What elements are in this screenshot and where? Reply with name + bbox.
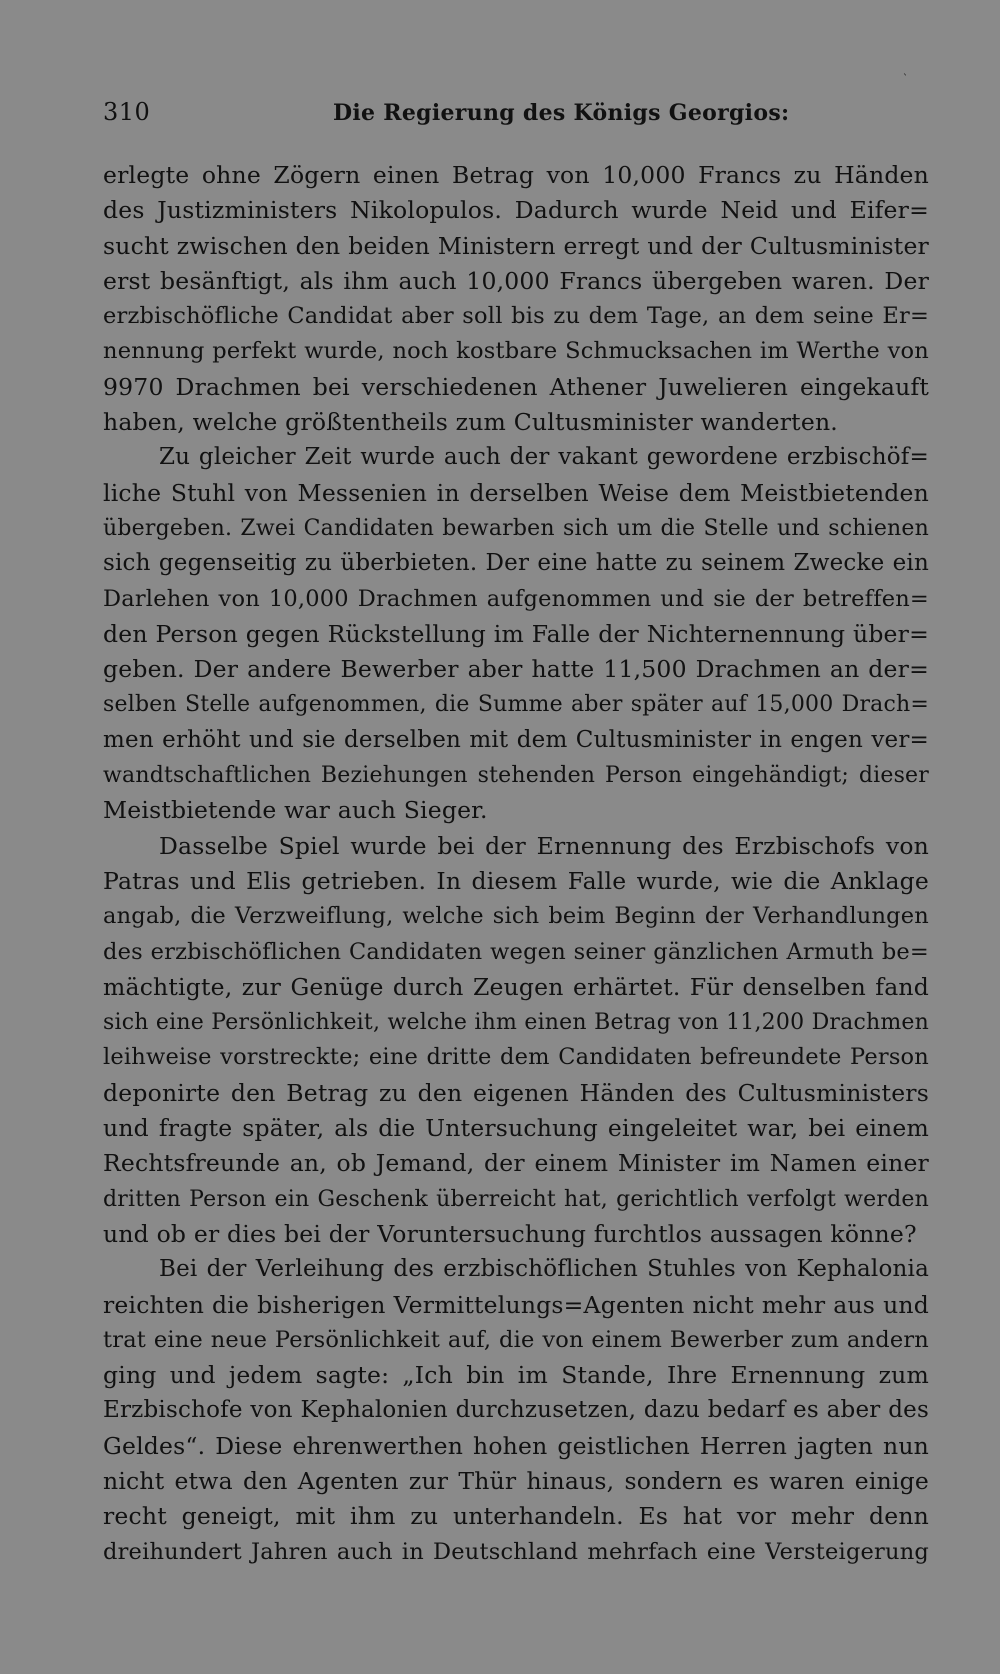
text-line: angab, die Verzweiflung, welche sich beim Beginn der Verhandlungen (103, 903, 929, 930)
text-line: Darlehen von 10,000 Drachmen aufgenommen und sie der betreffen= (103, 585, 929, 612)
text-line: und fragte später, als die Untersuchung eingeleitet war, bei einem (103, 1114, 929, 1143)
text-line: men erhöht und sie derselben mit dem Cultusminister in engen ver= (103, 726, 929, 753)
text-line: des erzbischöflichen Candidaten wegen seiner gänzlichen Armuth be= (103, 938, 929, 965)
text-line: mächtigte, zur Genüge durch Zeugen erhärtet. Für denselben fand (103, 972, 929, 1001)
page-header (103, 98, 929, 138)
text-line: dreihundert Jahren auch in Deutschland mehrfach eine Versteigerung (103, 1538, 929, 1565)
text-line: Bei der Verleihung des erzbischöflichen Stuhles von Kephalonia (159, 1256, 929, 1283)
text-line: Rechtsfreunde an, ob Jemand, der einem Minister im Namen einer (103, 1149, 929, 1178)
text-line: dritten Person ein Geschenk überreicht hat, gerichtlich verfolgt werden (103, 1186, 929, 1212)
text-line: leihweise vorstreckte; eine dritte dem Candidaten befreundete Person (103, 1044, 929, 1071)
text-line: Patras und Elis getrieben. In diesem Falle wurde, wie die Anklage (103, 866, 929, 895)
text-line: Dasselbe Spiel wurde bei der Ernennung des Erzbischofs von (159, 831, 929, 860)
text-line: Geldes“. Diese ehrenwerthen hohen geistlichen Herren jagten nun (103, 1431, 929, 1460)
text-line: liche Stuhl von Messenien in derselben Weise dem Meistbietenden (103, 478, 929, 507)
corner-mark: ` (903, 74, 908, 85)
text-line: übergeben. Zwei Candidaten bewarben sich um die Stelle und schienen (103, 515, 929, 541)
text-line: nennung perfekt wurde, noch kostbare Schmucksachen im Werthe von (103, 338, 929, 365)
text-line: Meistbietende war auch Sieger. (103, 796, 488, 825)
text-line: geben. Der andere Bewerber aber hatte 11,500 Drachmen an der= (103, 655, 929, 684)
text-line: trat eine neue Persönlichkeit auf, die von einem Bewerber zum andern (103, 1326, 929, 1353)
text-line: erlegte ohne Zögern einen Betrag von 10,000 Francs zu Händen (103, 161, 929, 189)
text-line: des Justizministers Nikolopulos. Dadurch wurde Neid und Eifer= (103, 196, 929, 225)
text-line: deponirte den Betrag zu den eigenen Händen des Cultusministers (103, 1078, 929, 1107)
text-line: erzbischöfliche Candidat aber soll bis zu dem Tage, an dem seine Er= (103, 303, 929, 330)
running-title: Die Regierung des Königs Georgios: (333, 100, 790, 126)
text-line: ging und jedem sagte: „Ich bin im Stande, Ihre Ernennung zum (103, 1361, 929, 1390)
text-line: Erzbischofe von Kephalonien durchzusetzen, dazu bedarf es aber des (103, 1397, 929, 1424)
text-line: reichten die bisherigen Vermittelungs=Agenten nicht mehr aus und (103, 1290, 929, 1319)
text-line: 9970 Drachmen bei verschiedenen Athener Juwelieren eingekauft (103, 372, 929, 401)
text-line: nicht etwa den Agenten zur Thür hinaus, sondern es waren einige (103, 1466, 929, 1495)
text-line: sich eine Persönlichkeit, welche ihm einen Betrag von 11,200 Drachmen (103, 1010, 929, 1036)
text-line: haben, welche größtentheils zum Cultusminister wanderten. (103, 408, 838, 437)
text-line: den Person gegen Rückstellung im Falle der Nichternennung über= (103, 619, 929, 648)
body-text (103, 158, 929, 1570)
text-line: recht geneigt, mit ihm zu unterhandeln. Es hat vor mehr denn (103, 1502, 929, 1531)
text-line: Zu gleicher Zeit wurde auch der vakant gewordene erzbischöf= (159, 444, 929, 471)
text-line: wandtschaftlichen Beziehungen stehenden Person eingehändigt; dieser (103, 763, 929, 789)
text-line: sucht zwischen den beiden Ministern erregt und der Cultusminister (103, 231, 929, 260)
text-line: selben Stelle aufgenommen, die Summe aber später auf 15,000 Drach= (103, 692, 929, 718)
text-line: und ob er dies bei der Voruntersuchung furchtlos aussagen könne? (103, 1219, 917, 1248)
text-line: sich gegenseitig zu überbieten. Der eine hatte zu seinem Zwecke ein (103, 550, 929, 577)
text-line: erst besänftigt, als ihm auch 10,000 Francs übergeben waren. Der (103, 266, 929, 295)
page-number: 310 (103, 98, 151, 126)
